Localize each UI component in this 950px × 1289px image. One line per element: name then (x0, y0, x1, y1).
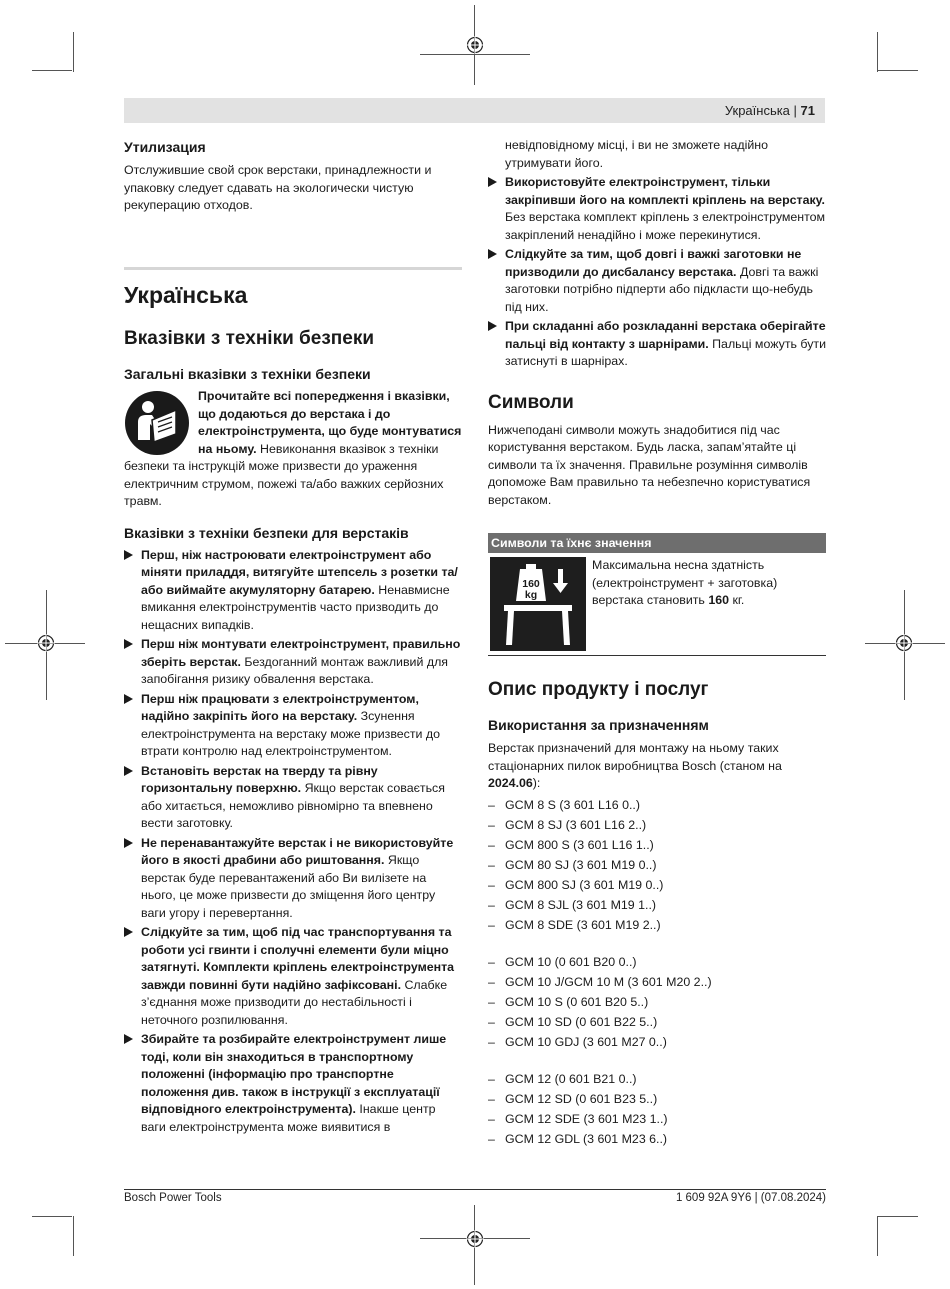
model-item (488, 1069, 826, 1089)
footer-rule (124, 1189, 826, 1190)
bench-safety-list (124, 547, 462, 1137)
continuation-text: невідповідному місці, і ви не зможете надійно утримувати його. (505, 138, 768, 170)
model-item (488, 1129, 826, 1149)
bullet-text: Ненавмисне вмикання електроінструментів часто призводить до нещасних випадків. (141, 582, 450, 632)
symbol-cell (490, 557, 586, 651)
bullet-text: Слабке з’єднання може призводити до нестабільності і неточного розпилювання. (141, 977, 448, 1027)
dash: – (488, 1071, 495, 1086)
model-item (488, 992, 826, 1012)
safety-bullet (124, 1031, 462, 1136)
bullet-bold: Перш ніж працювати з електроінструментом, надійно закріпіть його на верстаку. (141, 691, 419, 723)
model-item (488, 815, 826, 835)
model-item (488, 1089, 826, 1109)
model-name: GCM 12 SD (0 601 B23 5..) (505, 1091, 658, 1106)
safety-bullet (124, 547, 462, 635)
left-column (124, 138, 462, 215)
model-name: GCM 12 (0 601 B21 0..) (505, 1071, 637, 1086)
model-name: GCM 8 SJ (3 601 L16 2..) (505, 817, 647, 832)
dash: – (488, 1131, 495, 1146)
use-text-end: ): (532, 776, 541, 790)
bullet-text: Без верстака комплект кріплень з електроінструментом закріплений ненадійно і може перекинутися. (505, 210, 826, 242)
registration-mark-icon (466, 1230, 484, 1248)
bullet-triangle-icon (488, 249, 497, 259)
section-divider (124, 267, 462, 270)
safety-bullet (488, 318, 826, 371)
model-name: GCM 10 SD (0 601 B22 5..) (505, 1014, 658, 1029)
bullet-triangle-icon (124, 927, 133, 937)
table-bottom-border (488, 655, 826, 656)
model-item (488, 915, 826, 935)
general-warning-bold: Прочитайте всі попередження і вказівки, що додаються до верстака і до електроінструмента, що буде монтуватися на ньому. (198, 389, 462, 456)
bullet-triangle-icon (124, 550, 133, 560)
footer-right: 1 609 92A 9Y6 | (07.08.2024) (675, 1192, 826, 1204)
product-section (488, 678, 826, 1149)
safety-bullet (124, 691, 462, 761)
model-item (488, 835, 826, 855)
bullet-text: Якщо верстак совається або хитається, неможливо рівномірно та впевнено вести заготовку. (141, 781, 445, 830)
model-item (488, 1012, 826, 1032)
weight-number: 160 (522, 578, 540, 590)
bullet-triangle-icon (488, 177, 497, 187)
model-list-b (488, 952, 826, 1052)
model-item (488, 875, 826, 895)
bullet-bold: Слідкуйте за тим, щоб під час транспортування та роботи усі гвинти і сполучні елементи були міцно затягнуті. Комплекти кріплень електроінструмента завжди повинні бути надійно зафіксовані. (141, 925, 455, 992)
bullet-text: Якщо верстак буде перевантажений або Ви вилізете на нього, це може призвести до зміщення його центру ваги угору і перевертання. (141, 853, 436, 920)
use-date: 2024.06 (488, 776, 533, 790)
model-name: GCM 12 GDL (3 601 M23 6..) (505, 1131, 668, 1146)
bullet-triangle-icon (488, 321, 497, 331)
symbol-desc-unit: кг. (729, 593, 745, 607)
bullet-triangle-icon (124, 694, 133, 704)
dash: – (488, 1014, 495, 1029)
model-name: GCM 10 GDJ (3 601 M27 0..) (505, 1034, 667, 1049)
general-safety-title: Загальні вказівки з техніки безпеки (124, 366, 371, 382)
model-name: GCM 10 J/GCM 10 M (3 601 M20 2..) (505, 974, 712, 989)
max-load-icon (490, 557, 586, 651)
bullet-bold: Використовуйте електроінструмент, тільки закріпивши його на комплекті кріплень на верстаку. (505, 175, 825, 207)
bullet-bold: Встановіть верстак на тверду та рівну горизонтальну поверхню. (141, 763, 378, 795)
product-title: Опис продукту і послуг (488, 679, 709, 700)
page-number: 71 (800, 103, 815, 118)
bullet-bold: При складанні або розкладанні верстака оберігайте пальці від контакту з шарнірами. (505, 319, 826, 351)
bullet-bold: Не перенавантажуйте верстак і не використовуйте його в якості драбини або риштовання. (141, 835, 454, 867)
bullet-triangle-icon (124, 639, 133, 649)
model-item (488, 1032, 826, 1052)
safety-bullet (124, 835, 462, 923)
bullet-triangle-icon (124, 766, 133, 776)
read-manual-icon (124, 390, 190, 456)
language-title: Українська (124, 282, 248, 308)
model-name: GCM 12 SDE (3 601 M23 1..) (505, 1111, 668, 1126)
symbol-desc-value: 160 (708, 593, 729, 607)
bullet-bold: Слідкуйте за тим, щоб довгі і важкі заготовки не призводили до дисбалансу верстака. (505, 247, 802, 279)
model-item (488, 795, 826, 815)
safety-bullet (124, 636, 462, 689)
model-name: GCM 800 SJ (3 601 M19 0..) (505, 877, 664, 892)
model-name: GCM 10 S (0 601 B20 5..) (505, 994, 649, 1009)
dash: – (488, 954, 495, 969)
intended-use-text (488, 740, 826, 793)
header-language: Українська (724, 103, 790, 118)
registration-mark-icon (466, 36, 484, 54)
symbols-table-header: Символи та їхнє значення (488, 533, 826, 553)
dash: – (488, 1091, 495, 1106)
dash: – (488, 1111, 495, 1126)
registration-mark-icon (895, 634, 913, 652)
bullet-text: Пальці можуть бути затиснуті в шарнірах. (505, 336, 827, 368)
disposal-title: Утилизация (124, 139, 206, 155)
model-item (488, 972, 826, 992)
dash: – (488, 797, 495, 812)
model-item (488, 895, 826, 915)
model-name: GCM 8 S (3 601 L16 0..) (505, 797, 640, 812)
model-list-a (488, 795, 826, 935)
model-name: GCM 800 S (3 601 L16 1..) (505, 837, 654, 852)
model-item (488, 952, 826, 972)
model-name: GCM 80 SJ (3 601 M19 0..) (505, 857, 657, 872)
safety-bullet (488, 246, 826, 316)
general-warning-rest: Невиконання вказівок з техніки безпеки та інструкцій може призвести до ураження електричним струмом, пожежі та/або важких серйозних травм. (124, 441, 444, 508)
bullet-bold: Перш ніж монтувати електроінструмент, правильно зберіть верстак. (141, 637, 461, 669)
bullet-bold: Перш, ніж настроювати електроінструмент або міняти приладдя, витягуйте штепсель з розетки та/або виймайте акумуляторну батарею. (141, 547, 458, 597)
safety-bullet (488, 174, 826, 244)
bullet-text: Бездоганний монтаж важливий для запобігання ризику обвалення верстака. (141, 654, 449, 686)
model-list-c (488, 1069, 826, 1149)
footer-left: Bosch Power Tools (124, 1192, 222, 1204)
safety-bullet (124, 924, 462, 1029)
registration-mark-icon (37, 634, 55, 652)
model-item (488, 855, 826, 875)
dash: – (488, 877, 495, 892)
right-column (488, 137, 826, 509)
dash: – (488, 1034, 495, 1049)
dash: – (488, 897, 495, 912)
bench-safety-title: Вказівки з техніки безпеки для верстаків (124, 524, 409, 541)
model-name: GCM 8 SDE (3 601 M19 2..) (505, 917, 661, 932)
symbol-desc-text (592, 557, 824, 610)
symbols-text: Нижчеподані символи можуть знадобитися під час користування верстаком. Будь ласка, запам’ятайте ці символи та їх значення. Правильне розуміння символів допоможе Вам правильно та небезпечно користуватися верстаком. (488, 422, 811, 507)
symbol-desc-main: Максимальна несна здатність (електроінструмент + заготовка) верстака становить (592, 558, 778, 607)
bullet-triangle-icon (124, 1034, 133, 1044)
symbols-title: Символи (488, 391, 574, 413)
page-header (124, 98, 825, 123)
general-warning (124, 388, 462, 511)
model-name: GCM 10 (0 601 B20 0..) (505, 954, 637, 969)
dash: – (488, 974, 495, 989)
use-text: Верстак призначений для монтажу на ньому таких стаціонарних пилок виробництва Bosch (станом на (488, 741, 782, 773)
dash: – (488, 917, 495, 932)
model-name: GCM 8 SJL (3 601 M19 1..) (505, 897, 657, 912)
dash: – (488, 994, 495, 1009)
symbol-description (592, 557, 824, 610)
bullet-triangle-icon (124, 838, 133, 848)
safety-title: Вказівки з техніки безпеки (124, 328, 375, 349)
dash: – (488, 837, 495, 852)
disposal-text: Отслужившие свой срок верстаки, принадлежности и упаковку следует сдавать на экологически чистую рекуперацию отходов. (124, 163, 432, 212)
dash: – (488, 817, 495, 832)
left-column-main (124, 281, 462, 1136)
model-item (488, 1109, 826, 1129)
bullet-bold: Збирайте та розбирайте електроінструмент лише тоді, коли він знаходиться в транспортному положенні (інформацію про транспортне положення див. також в інструкції з експлуатації відповідного електроінструмента). (141, 1032, 447, 1116)
weight-unit: kg (524, 589, 538, 601)
safety-bullet (124, 763, 462, 833)
bullet-text: Зсунення електроінструмента на верстаку може призвести до втрати контролю над електроінструментом. (141, 709, 441, 758)
bullet-text: Інакше центр ваги електроінструмента може виявитися в (141, 1102, 436, 1134)
dash: – (488, 857, 495, 872)
header-text: Українська | 71 (724, 103, 815, 118)
bullet-text: Довгі та важкі заготовки потрібно підперти або підкласти що-небудь під них. (505, 264, 819, 314)
intended-use-title: Використання за призначенням (488, 717, 709, 733)
